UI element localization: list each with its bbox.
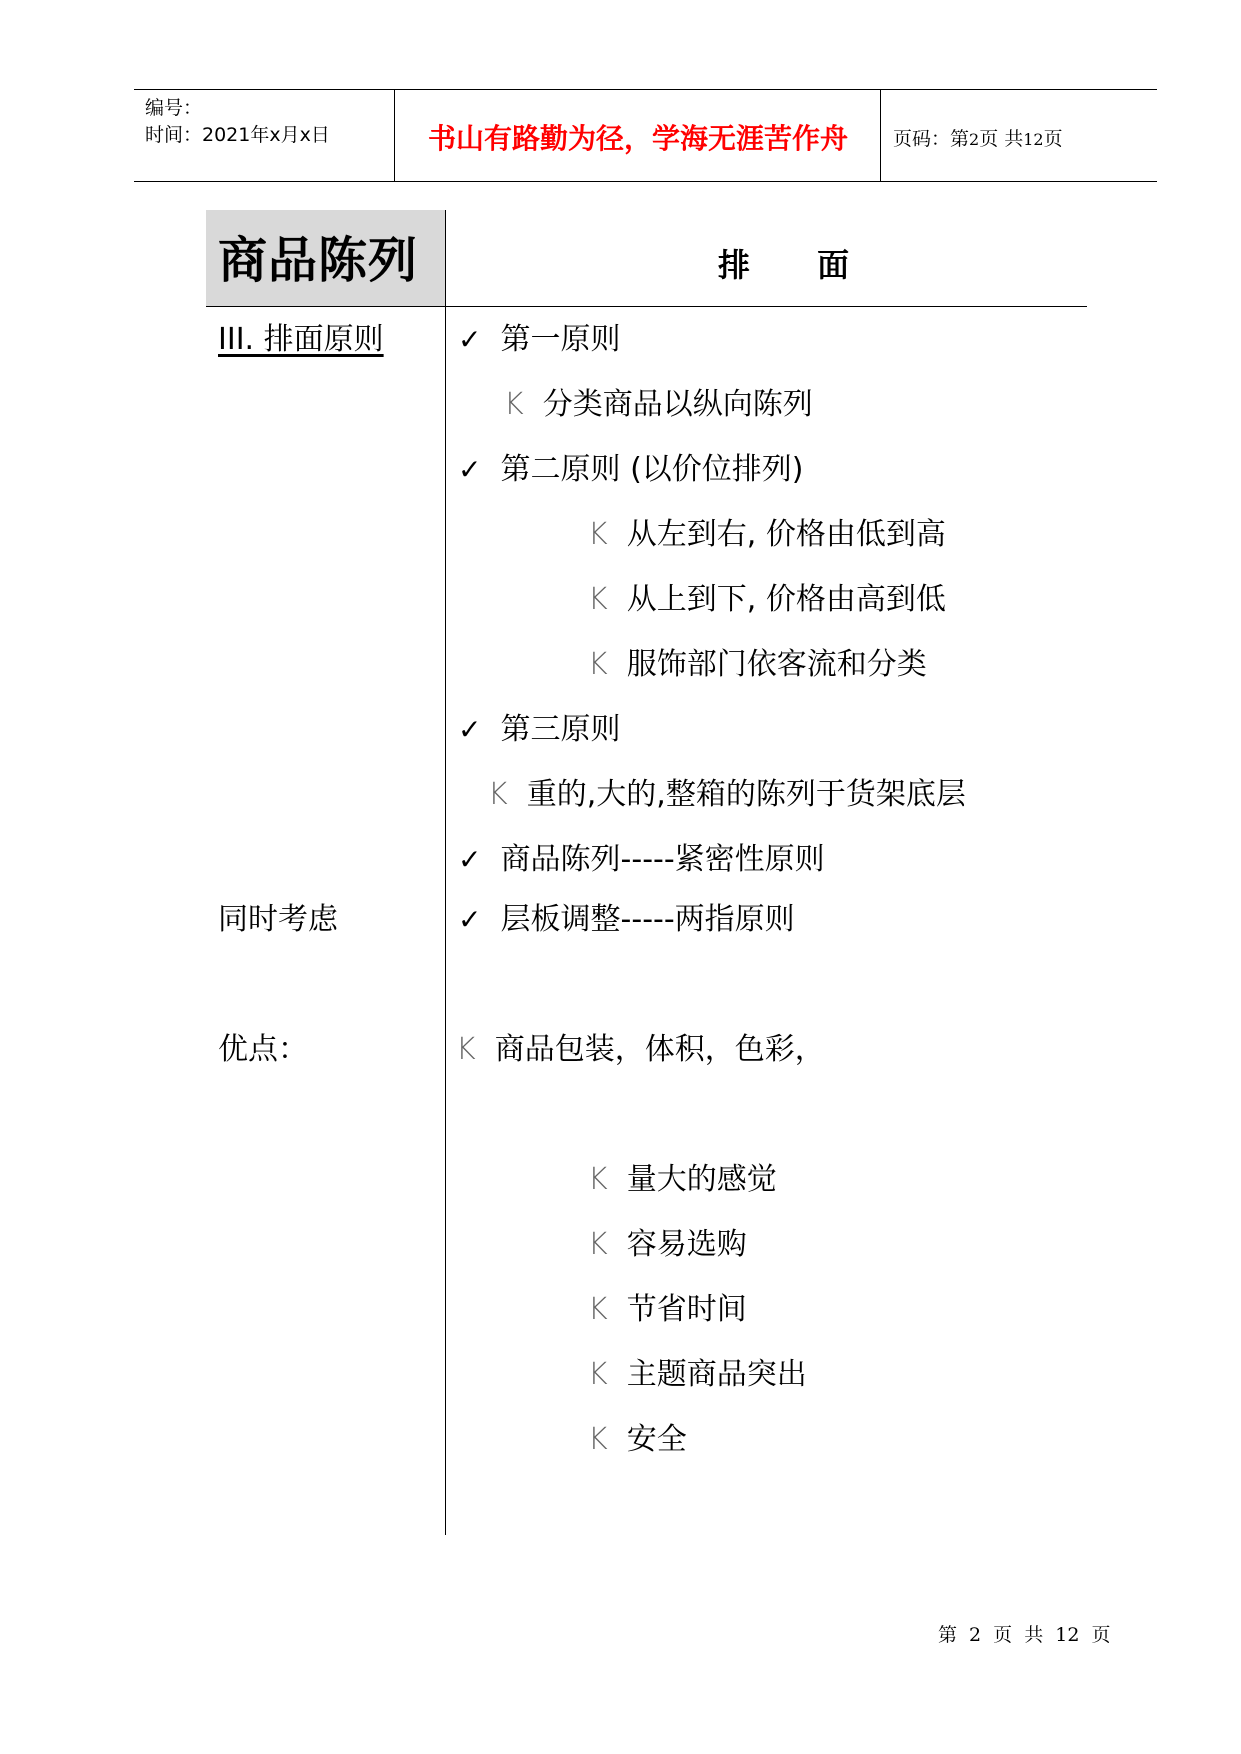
page-title: 商品陈列 — [218, 232, 419, 289]
advantage-item — [588, 1292, 747, 1328]
bullet-icon: K — [456, 1032, 476, 1067]
bullet-icon: K — [588, 517, 608, 552]
advantage-text: 节省时间 — [626, 1292, 747, 1327]
advantage-text: 量大的感觉 — [626, 1162, 777, 1197]
principle-item — [458, 322, 621, 358]
advantage-item — [588, 1162, 777, 1198]
principle-item — [458, 452, 804, 488]
bullet-icon: K — [488, 777, 508, 812]
principle-subitem — [488, 777, 966, 813]
principle-text: 从上到下, 价格由高到低 — [626, 582, 946, 617]
principle-subitem — [588, 582, 946, 618]
principle-text: 层板调整-----两指原则 — [500, 902, 795, 937]
bullet-icon: K — [588, 1292, 608, 1327]
bullet-icon: K — [588, 647, 608, 682]
principle-item — [458, 902, 795, 938]
check-icon: ✓ — [458, 323, 482, 356]
bullet-icon: K — [588, 582, 608, 617]
check-icon: ✓ — [458, 843, 482, 876]
advantage-item — [588, 1357, 807, 1393]
advantage-item — [588, 1227, 747, 1263]
header-page-mid: 页 共 — [979, 128, 1024, 150]
principle-subitem — [588, 517, 946, 553]
principle-text: 第三原则 — [500, 712, 621, 747]
header-number-label: 编号： — [145, 97, 203, 119]
header-page-total: 12 — [1023, 130, 1044, 149]
header-page-info — [893, 124, 1063, 151]
header-divider-right — [880, 89, 881, 181]
principle-item — [458, 712, 621, 748]
check-icon: ✓ — [458, 713, 482, 746]
advantage-text: 安全 — [626, 1422, 687, 1457]
bullet-icon: K — [588, 1162, 608, 1197]
check-icon: ✓ — [458, 453, 482, 486]
bullet-icon: K — [588, 1422, 608, 1457]
header-bottom-rule — [134, 181, 1157, 182]
principle-text: 从左到右, 价格由低到高 — [626, 517, 946, 552]
header-top-rule — [134, 89, 1157, 90]
principle-text: 服饰部门依客流和分类 — [626, 647, 927, 682]
section-heading: III. 排面原则 — [218, 322, 384, 357]
advantages-label: 优点： — [218, 1032, 308, 1067]
principle-subitem — [588, 647, 927, 683]
header-page-current: 2 — [969, 130, 980, 149]
advantage-text: 商品包装，体积，色彩， — [494, 1032, 825, 1067]
principle-text: 第一原则 — [500, 322, 621, 357]
advantage-item — [588, 1422, 687, 1458]
header-page-end: 页 — [1043, 128, 1063, 150]
principle-text: 第二原则 (以价位排列) — [500, 452, 804, 487]
bullet-icon: K — [588, 1357, 608, 1392]
header-page-label: 页码：第 — [893, 128, 970, 150]
principle-text: 分类商品以纵向陈列 — [542, 387, 813, 422]
advantage-text: 主题商品突出 — [626, 1357, 807, 1392]
subject-heading: 排 面 — [718, 246, 878, 284]
column-divider — [445, 210, 446, 1535]
principle-item — [458, 842, 825, 878]
bullet-icon: K — [504, 387, 524, 422]
title-rule — [206, 306, 1087, 307]
header-motto: 书山有路勤为径，学海无涯苦作舟 — [427, 122, 848, 155]
advantage-text: 容易选购 — [626, 1227, 747, 1262]
bullet-icon: K — [588, 1227, 608, 1262]
advantage-item — [456, 1032, 825, 1068]
principle-text: 重的,大的,整箱的陈列于货架底层 — [526, 777, 966, 812]
header-time-label: 时间：2021年x月x日 — [145, 124, 330, 146]
principle-text: 商品陈列-----紧密性原则 — [500, 842, 825, 877]
consider-label: 同时考虑 — [218, 902, 338, 937]
header-divider-left — [394, 89, 395, 181]
page-footer: 第 2 页 共 12 页 — [938, 1624, 1111, 1646]
check-icon: ✓ — [458, 903, 482, 936]
principle-subitem — [504, 387, 813, 423]
